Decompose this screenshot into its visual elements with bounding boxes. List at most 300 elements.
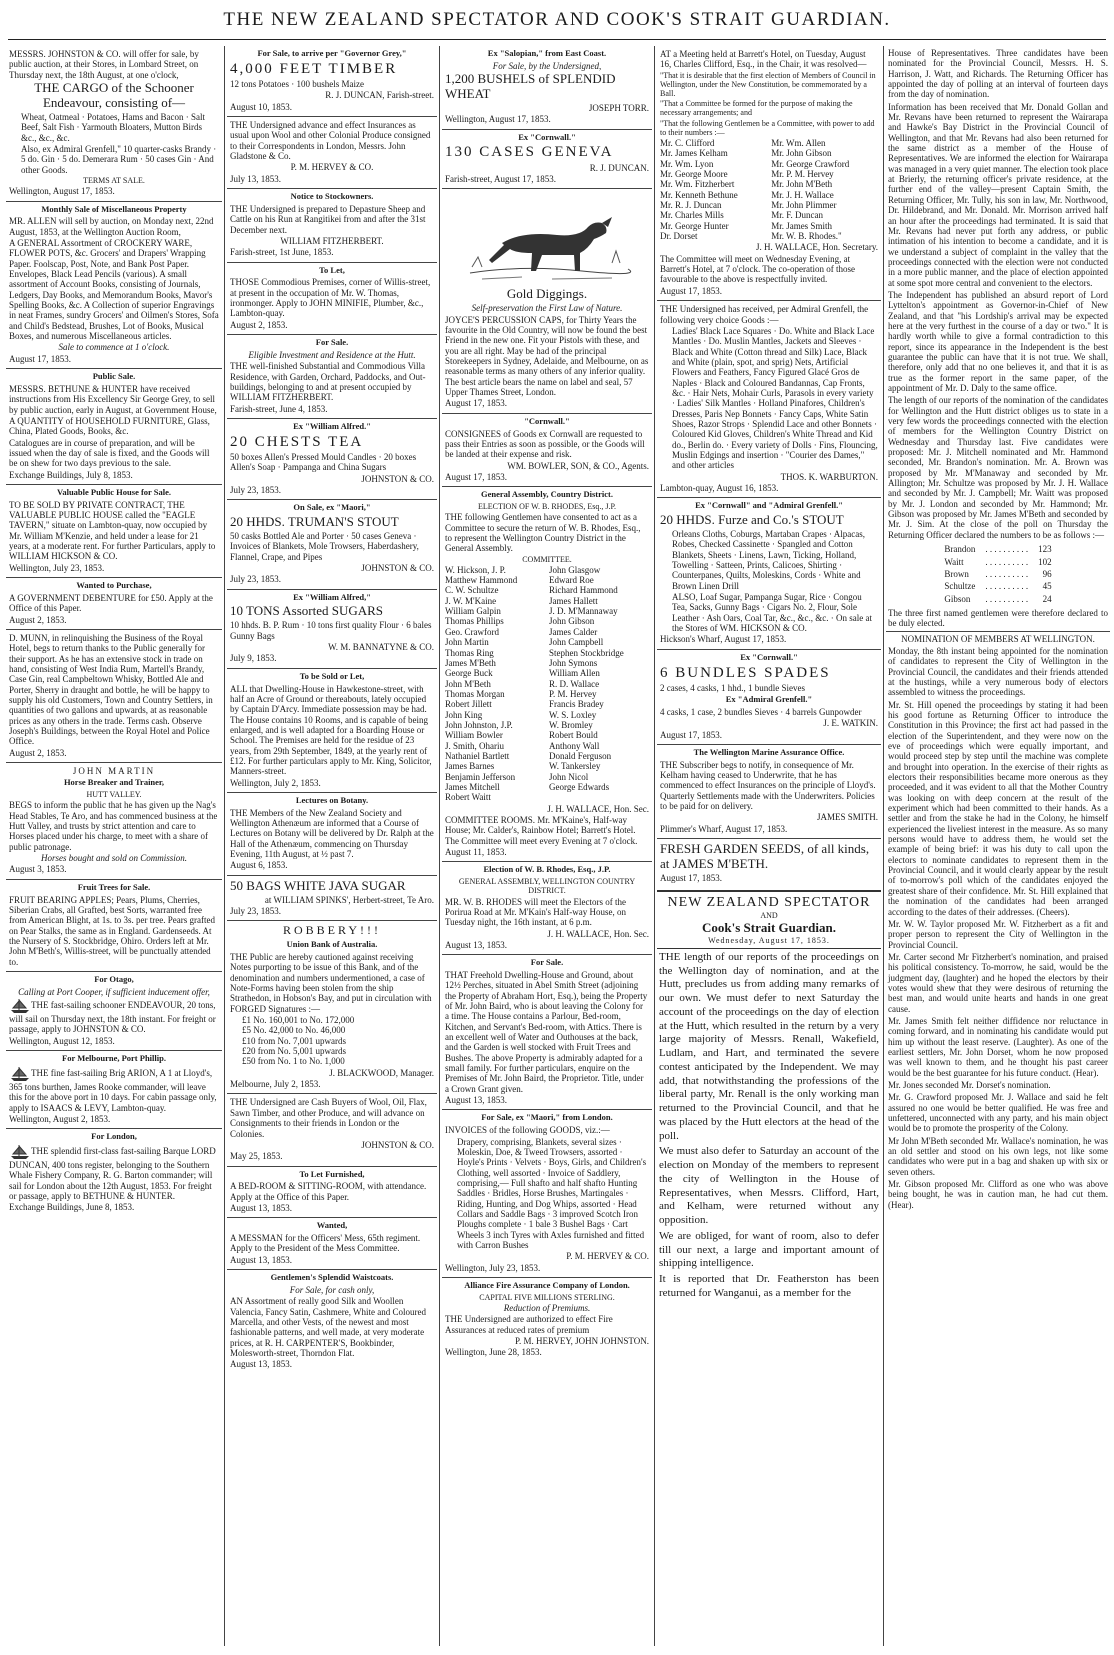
news-paragraph: Mr. Carter second Mr Fitzherbert's nomination, and praised his political consistency. To-morrow, he said, would be the judgment day, (laughter) and he hoped the electors by their votes would shew that they were desirous of returning the best man, and would unite hearts and hands in one great cause. xyxy=(888,951,1108,1014)
advert-dwelling xyxy=(227,669,437,793)
editorial-paragraph: We must also defer to Saturday an account of the election on Monday of the members to represent the city of Wellington in the House of Representatives, when Messrs. Clifford, Hart, and Kelham, were returned without any opposition. xyxy=(659,1145,879,1227)
committee-member: Robert Bould xyxy=(549,730,598,741)
advert-subheading: For Sale, for cash only, xyxy=(289,1284,375,1295)
committee-member: Mr. George Moore xyxy=(660,169,728,180)
advert-date: August 2, 1853. xyxy=(9,747,67,758)
advert-text: THE Undersigned has received, per Admiral Grenfell, the following very choice Goods :— xyxy=(660,304,869,325)
advert-geneva xyxy=(442,130,652,190)
advert-list: Ladies' Black Lace Squares · Do. White and Black Lace Mantles · Do. Muslin Mantles, Jackets and Sleeves · Black and White (Cotton thread and Silk) Lace, Black and White (plain, spot, and sprig) Nets, Artificial Flowers and Feathers, Fancy Figured Glacé Gros de Naples · Black and Coloured Bandannas, Cap Fronts, &c. · Hair Nets, Mohair Curls, Parasols in every variety · Ladies' Silk Mantles · Holland Pinafores, Children's Dresses, Paris Nep Bonnets · Fancy Caps, White Satin Shoes, Razor Strops · Splendid Lace and other Bonnets · Coloured Kid Gloves, Children's White Thread and Kid do., Berlin do. · Every variety of Dolls · Fins, Flouncing, Muslin Edgings and insertion · "Courier des Dames," and other articles xyxy=(672,325,878,471)
committee-member: Mr. F. Duncan xyxy=(771,210,823,221)
committee-member: John Glasgow xyxy=(549,564,601,575)
advert-heading: Ex "Cornwall" and "Admiral Grenfell." xyxy=(695,500,843,511)
newspaper-title: THE NEW ZEALAND SPECTATOR AND COOK'S STRAIT GUARDIAN. xyxy=(223,9,891,30)
advert-to-let xyxy=(227,263,437,335)
advert-warburton xyxy=(657,301,881,498)
news-paragraph: Monday, the 8th instant being appointed for the nomination of candidates to represent the City of Wellington in the Provincial Council, the candidates and their friends attended at the hustings, while a very numerous body of electors assembled to witness the proceedings. xyxy=(888,645,1108,698)
advert-text: MESSRS. JOHNSTON & CO. will offer for sale, by public auction, at their Stores, in Lombard Street, on Thursday next, the 18th August, at one o'clock, xyxy=(9,49,199,80)
advert-heading: Wanted to Purchase, xyxy=(76,580,152,591)
advert-heading: Gentlemen's Splendid Waistcoats. xyxy=(270,1272,394,1283)
advert-heading: Monthly Sale of Miscellaneous Property xyxy=(41,203,187,214)
advert-maori-goods xyxy=(442,1110,652,1278)
advert-hickson-stout xyxy=(657,498,881,649)
advert-text: FRUIT BEARING APPLES; Pears, Plums, Cherries, Siberian Crabs, all Grafted, best Sorts, warranted free from American Blight, at 1s. to 3s. per tree. Pears grafted on Pear Stalks, the same as in England. Gardenseeds. At the Nursery of S. Stockbridge, Ohiro. Orders left at Mr. John M'Beth's, Willis-street, will be punctually attended to. xyxy=(9,894,215,967)
advert-signature: J. E. WATKIN. xyxy=(823,718,878,729)
hunting-dog-illustration xyxy=(462,193,632,285)
committee-member: J. W. M'Kaine xyxy=(445,595,497,606)
advert-heading: For Otago, xyxy=(94,973,134,984)
advert-signature: R. J. DUNCAN. xyxy=(589,162,649,173)
advert-text: A GOVERNMENT DEBENTURE for £50. Apply at the Office of this Paper. xyxy=(9,592,213,614)
advert-text: Catalogues are in course of preparation, and will be issued when the day of sale is fixed, and the Goods will be on shew for two days previous to the sale. xyxy=(9,437,210,469)
committee-member: R. D. Wallace xyxy=(549,678,600,689)
editorial-paragraph: THE length of our reports of the proceedings on the Wellington day of nomination, and at the Hutt, precludes us from adding many remarks of our own. We must defer to next Saturday the account of the proceedings on the day of election at the Hutt, which resulted in the return by a very large majority of Messrs. Renall, Wakefield, Ludlam, and Hart, and terminated the severe contest anticipated by the Independent. We may add, that notwithstanding the professions of the liberal party, Mr. Renall is the only working man returned to the Provincial Council, and that he was placed by the Hutt electors at the head of the poll. xyxy=(659,950,879,1142)
advert-date: August 13, 1853. xyxy=(445,1095,508,1106)
leader-dots: . . . . . . . . . . xyxy=(985,568,1029,579)
news-paragraph: Mr. Gibson proposed Mr. Clifford as one who was above being bought, he was in caution man, he had cut them. (Hear). xyxy=(888,1179,1108,1210)
advert-date: Wellington, August 17, 1853. xyxy=(9,186,115,197)
advert-text: BEGS to inform the public that he has given up the Nag's Head Stables, Te Aro, and has commenced business at the Hutt Valley, and trusts by strict attention and care to Horses placed under his charge, to meet with a share of public patronage. xyxy=(9,800,218,852)
ship-icon xyxy=(9,1066,31,1082)
banknote-range: £5 No. 42,000 to No. 46,000 xyxy=(242,1025,346,1036)
committee-member: Mr. James Kelham xyxy=(660,148,728,159)
vote-count: 102 xyxy=(1038,556,1052,567)
committee-member: Stephen Stockbridge xyxy=(549,647,624,658)
advert-terms: TERMS AT SALE. xyxy=(83,175,145,185)
advert-signature: W. M. BANNATYNE & CO. xyxy=(328,642,434,653)
advert-garden-seeds xyxy=(657,839,881,887)
advert-signature: WM. BOWLER, SON, & CO., Agents. xyxy=(507,460,649,471)
committee-member: J. D. M'Mannaway xyxy=(549,606,618,617)
advert-text: 10 hhds. B. P. Rum · 10 tons first quality Flour · 6 bales Gunny Bags xyxy=(230,620,432,641)
advert-text: 2 cases, 4 casks, 1 hhd., 1 bundle Sieves xyxy=(660,682,805,693)
advert-date: July 9, 1853. xyxy=(230,653,277,664)
advert-sugars xyxy=(227,590,437,669)
committee-member: W. Tankersley xyxy=(549,761,601,772)
committee-member: Francis Bradey xyxy=(549,699,604,710)
advert-heading: Fruit Trees for Sale. xyxy=(77,881,151,892)
advert-heading: Ex "Admiral Grenfell." xyxy=(725,694,813,705)
advert-heading: For Sale. xyxy=(315,337,349,348)
advert-text: 50 casks Bottled Ale and Porter · 50 cases Geneva · Invoices of Blankets, Mole Trowsers, Haberdashery, Flannel, Crape, and Pipes xyxy=(230,531,419,562)
advert-signature: JOHNSTON & CO. xyxy=(361,1139,434,1150)
advert-signature: J. H. WALLACE, Hon. Secretary. xyxy=(756,242,878,253)
committee-member: George Buck xyxy=(445,668,493,679)
advert-date: Wellington, June 28, 1853. xyxy=(445,1347,542,1358)
ball-committee-list xyxy=(660,138,878,241)
candidate-name: Gibson xyxy=(944,593,971,604)
advert-date: Wellington, August 12, 1853. xyxy=(9,1035,115,1046)
advert-text: MR. ALLEN will sell by auction, on Monday next, 22nd August, 1853, at the Wellington Auction Room, xyxy=(9,216,214,237)
committee-member: W. Bromley xyxy=(549,719,593,730)
advert-text: COMMITTEE ROOMS. Mr. M'Kaine's, Half-way House; Mr. Calder's, Rainbow Hotel; Barrett's Hotel. The Committee will meet every Evening at 7 o'clock. xyxy=(445,815,638,846)
leader-dots: . . . . . . . . . . xyxy=(985,581,1029,592)
advert-text: INVOICES of the following GOODS, viz.:— xyxy=(445,1125,610,1136)
committee-member: Geo. Crawford xyxy=(445,626,499,637)
advert-signature: J. BLACKWOOD, Manager. xyxy=(329,1067,434,1078)
advert-furnished xyxy=(227,1167,437,1219)
advert-text: THE Subscriber begs to notify, in consequence of Mr. Kelham having ceased to Underwrite, that he has commenced to effect Insurances on the principle of Lloyd's. Quarterly Settlements made with the Underwriters. Policies to be paid for on delivery. xyxy=(660,759,876,812)
poll-row xyxy=(940,569,1055,579)
advert-text: 12 tons Potatoes · 100 bushels Maize xyxy=(230,79,364,90)
committee-member: Dr. Dorset xyxy=(660,231,698,242)
advert-heading: Ex "William Alfred." xyxy=(293,420,371,431)
poll-row xyxy=(940,594,1055,604)
committee-member: Mr. Wm. Fitzherbert xyxy=(660,179,735,190)
banknote-range: £1 No. 160,001 to No. 172,000 xyxy=(242,1015,355,1026)
advert-freehold xyxy=(442,955,652,1110)
advert-spades xyxy=(657,650,881,745)
advert-botany xyxy=(227,793,437,876)
committee-list xyxy=(445,565,649,803)
advert-text: THE Members of the New Zealand Society and Wellington Athenæum are informed that a Course of Lectures on Botany will be delivered by Dr. Ralph at the Hall of the Athenæum, commencing on Thursday Evening, 11th August, at ½ past 7. xyxy=(230,807,434,860)
resolution: "That a Committee be formed for the purpose of making the necessary arrangements; and xyxy=(660,99,853,118)
leader-dots: . . . . . . . . . . xyxy=(985,593,1029,604)
advert-subheading: Reduction of Premiums. xyxy=(503,1303,591,1313)
advert-text: THE splendid first-class fast-sailing Barque LORD DUNCAN, 400 tons register, belonging to the Southern Whale Fishery Company, R. G. Barton commander; will sail for London about the 12th August, 1853. For freight or passage, apply to BETHUNE & HUNTER. xyxy=(9,1146,216,1201)
advert-heading: General Assembly, Country District. xyxy=(481,489,613,500)
advert-heading: Public Sale. xyxy=(92,371,136,382)
advert-date: August 2, 1853. xyxy=(230,319,288,330)
advert-signature: P. M. HERVEY, JOHN JOHNSTON. xyxy=(515,1336,649,1347)
advert-subheading: Calling at Port Cooper, if sufficient inducement offer, xyxy=(18,986,210,997)
committee-member: James M'Beth xyxy=(445,657,496,668)
editorial-paragraph: We are obliged, for want of room, also to defer till our next, a large and important amount of shipping intelligence. xyxy=(659,1229,879,1270)
advert-signature: WILLIAM FITZHERBERT. xyxy=(280,235,384,246)
news-paragraph: Mr. W. W. Taylor proposed Mr. W. Fitzherbert as a fit and proper person to represent the City of Wellington in the Provincial Council. xyxy=(888,918,1108,950)
advert-subheading: Self-preservation the First Law of Nature. xyxy=(471,303,623,314)
advert-heading: Ex "Salopian," from East Coast. xyxy=(487,48,607,58)
advert-text: FRESH GARDEN SEEDS, of all kinds, at JAMES M'BETH. xyxy=(660,841,870,872)
committee-member: James Barnes xyxy=(445,761,495,772)
editorial-subtitle: Cook's Strait Guardian. xyxy=(702,919,836,935)
committee-member: Edward Roe xyxy=(549,575,594,586)
advert-title: 6 BUNDLES SPADES xyxy=(660,664,831,681)
advert-date: August 17, 1853. xyxy=(445,398,508,409)
advert-text: AT a Meeting held at Barrett's Hotel, on Tuesday, August 16, Charles Clifford, Esq., in the Chair, it was resolved— xyxy=(660,49,867,70)
committee-member: William Bowler xyxy=(445,730,503,741)
advert-heading: For Sale, to arrive per "Governor Grey," xyxy=(257,48,407,58)
advert-date: August 17, 1853. xyxy=(660,729,723,740)
committee-column-left xyxy=(660,138,767,241)
committee-member: Robert Jillett xyxy=(445,699,492,710)
advert-heading: Ex "William Alfred," xyxy=(293,591,371,602)
advert-text: A QUANTITY of HOUSEHOLD FURNITURE, Glass, China, Plated Goods, Books, &c. xyxy=(9,415,210,437)
advert-date: August 17, 1853. xyxy=(445,471,508,482)
committee-member: Mr. George Hunter xyxy=(660,220,729,231)
committee-member: Mr. Charles Mills xyxy=(660,210,724,221)
advert-heading: THE CARGO of the Schooner Endeavour, consisting of— xyxy=(34,80,194,110)
advert-date: August 10, 1853. xyxy=(230,101,293,112)
advert-date: Plimmer's Wharf, August 17, 1853. xyxy=(660,823,788,834)
committee-column-right xyxy=(549,565,649,803)
advert-munn xyxy=(6,630,222,763)
advert-text: THE following Gentlemen have consented to act as a Committee to secure the return of W. B. Rhodes, Esq., to represent the Wellington Country District in the General Assembly. xyxy=(445,512,641,554)
ship-icon xyxy=(9,1144,31,1160)
advert-text: A BED-ROOM & SITTING-ROOM, with attendance. Apply at the Office of this Paper. xyxy=(230,1181,427,1202)
advert-fruit-trees xyxy=(6,880,222,972)
advert-heading: The Wellington Marine Assurance Office. xyxy=(693,746,845,757)
committee-member: William Galpin xyxy=(445,606,501,617)
committee-member: C. W. Schultze xyxy=(445,585,499,596)
advert-text: THE Undersigned advance and effect Insurances as usual upon Wool and other Colonial Produce consigned to their Correspondents in London, Messrs. John Gladstone & Co. xyxy=(230,120,431,162)
news-paragraph: The length of our reports of the nomination of the candidates for Wellington and the Hutt district obliges us to state in a very few words the proceedings connected with the election of members for the Wellington Country District on Wednesday and Thursday last. Five candidates were proposed: Mr. J. Mitchell nominated and Mr. Hammond seconded, Mr. Brandon's nomination. Mr. A. Brown was proposed by Mr. M'Manaway and seconded by Mr. Allington; Mr. Schultze was proposed by Mr. J. H. Wallace and seconded by Mr. J. Campbell; Mr. Waitt was proposed by Mr. J. London and seconded by Mr. Hammond; Mr. Gibson was proposed by Mr. James M'Beth and seconded by Mr. J. Sim. At the close of the poll on Thursday the Returning Officer declared the numbers to be as follows :— xyxy=(888,395,1108,540)
advert-signature: J. H. WALLACE, Hon. Sec. xyxy=(547,803,649,814)
resolution: "That the following Gentlemen be a Committee, with power to add to their numbers :— xyxy=(660,118,875,137)
advert-title: 20 HHDS. Furze and Co.'s STOUT xyxy=(660,512,844,528)
poll-row xyxy=(940,581,1055,591)
advert-text: TO BE SOLD BY PRIVATE CONTRACT, THE VALUABLE PUBLIC HOUSE called the "EAGLE TAVERN," situate on Lambton-quay, now occupied by Mr. William M'Kenzie, and held under a lease for 21 years, at a moderate rent. For further Particulars, apply to WILLIAM HICKSON & CO. xyxy=(9,499,216,562)
committee-member: John Gibson xyxy=(549,616,595,627)
candidate-name: Schultze xyxy=(944,581,976,592)
advert-heading: Wanted, xyxy=(316,1220,348,1231)
advert-date: August 17, 1853. xyxy=(660,873,723,884)
editorial-paragraph: It is reported that Dr. Featherston has been returned for Wanganui, as a member for the xyxy=(659,1273,879,1299)
advert-date: Melbourne, July 2, 1853. xyxy=(230,1079,321,1090)
advert-date: Wellington, August 2, 1853. xyxy=(9,1113,111,1124)
editorial-date: Wednesday, August 17, 1853. xyxy=(708,935,830,945)
advert-note: Horses bought and sold on Commission. xyxy=(40,853,187,864)
advert-heading: To be Sold or Let, xyxy=(299,670,365,681)
column-3 xyxy=(442,46,652,1646)
advert-debenture xyxy=(6,578,222,630)
banknote-list xyxy=(242,1015,434,1067)
advert-date: Hickson's Wharf, August 17, 1853. xyxy=(660,634,787,645)
advert-date: August 3, 1853. xyxy=(9,864,67,875)
advert-signature: J. H. WALLACE, Hon. Sec. xyxy=(547,928,649,939)
candidate-name: Waitt xyxy=(944,556,964,567)
advert-heading: To Let, xyxy=(319,264,345,275)
advert-rhodes-meeting xyxy=(442,862,652,955)
committee-member: Mr. John Gibson xyxy=(771,148,832,159)
advert-text: D. MUNN, in relinquishing the Business of the Royal Hotel, begs to return thanks to the Public generally for their support. As he has an extensive stock in trade on hand, consisting of West India Rum, Martell's Brandy, Case Gin, real Campbeltown Whisky, Bottled Ale and Porter, Sherry in draught and bottle, he will be happy to supply his old Customers, Town and Country Settlers, in quantities of two gallons and upwards, at as reasonable prices as any others in the trade. Terms cash. Observe Joseph's Buildings, between the Royal Hotel and Police Office. xyxy=(9,632,213,747)
advert-text: THOSE Commodious Premises, corner of Willis-street, at present in the occupation of Mr. W. Thomas, ironmonger. Apply to JOHN MINIFIE, Plumber, &c., Lambton-quay. xyxy=(230,277,431,319)
advert-note: Sale to commence at 1 o'clock. xyxy=(58,342,170,353)
committee-member: Mr. J. H. Wallace xyxy=(771,189,834,200)
committee-member: Mr. John M'Beth xyxy=(771,179,833,190)
committee-member: Mr. Wm. Allen xyxy=(771,138,826,148)
advert-date: August 2, 1853. xyxy=(9,614,67,625)
committee-member: John Nicol xyxy=(549,771,589,782)
advert-list: ALSO, Loaf Sugar, Pampanga Sugar, Rice · Congou Tea, Sacks, Gunny Bags · Cigars No. 2, Flour, Sole Leather · Ash Oars, Coal Tar, &c., &c., &c. · On sale at the Stores of WM. HICKSON & CO. xyxy=(672,592,873,634)
advert-percussion-caps xyxy=(442,189,652,413)
advert-subheading: CAPITAL FIVE MILLIONS STERLING. xyxy=(479,1292,615,1302)
column-divider xyxy=(224,46,225,1646)
advert-subheading: Union Bank of Australia. xyxy=(286,939,378,950)
advert-heading: "Cornwall." xyxy=(524,415,570,426)
advert-text: 4 casks, 1 case, 2 bundles Sieves · 4 barrels Gunpowder xyxy=(660,706,862,717)
committee-member: John Johnston, J.P. xyxy=(445,719,513,730)
advert-heading: For Melbourne, Port Phillip. xyxy=(62,1053,166,1064)
advert-consignees xyxy=(442,414,652,487)
advert-ball-meeting xyxy=(657,46,881,301)
advert-text: THE fine fast-sailing Brig ARION, A 1 at Lloyd's, 365 tons burthen, James Rooke commander, will leave this for the above port in 10 days. For cabin passage only, apply to ISAACS & LEVY, Lambton-quay. xyxy=(9,1067,217,1113)
vote-count: 24 xyxy=(1042,593,1052,604)
advert-text: THE fast-sailing schooner ENDEAVOUR, 20 tons, will sail on Thursday next, the 18th instant. For freight or passage, apply to JOHNSTON & CO. xyxy=(9,1000,216,1035)
committee-member: Mr. C. Clifford xyxy=(660,138,715,148)
editorial-title-and: AND xyxy=(760,911,778,921)
advert-public-house xyxy=(6,485,222,578)
masthead xyxy=(0,0,1114,40)
masthead-rule xyxy=(8,39,1106,40)
committee-member: Donald Ferguson xyxy=(549,750,612,761)
advert-heading: For Sale, ex "Maori," from London. xyxy=(481,1112,613,1123)
committee-column-right xyxy=(771,138,878,241)
news-paragraph: Mr. St. Hill opened the proceedings by stating it had been his good fortune as Returning Officer to introduce the Constitution in this Province; the first act had passed in the election of the Superintendent, and they were now on the eve of proceedings which were equally important, and would proceed step by step until the machine was complete and brought into operation. In the exercise of their rights as electors their responsibilities became more onerous as they proceeded, and it was evident to all that the Mother Country was looking on with deep concern at the result of the experiment which had been committed to their hands. As a settler and from the stake he had in the Colony, he himself experienced the liveliest interest in the measure. As so many persons would have to address them, he would set the example of being brief: it was his duty to call upon the electors to nominate candidates to represent them in the Provincial Council, and it would clearly appear by the result of to-morrow's poll which of the candidates enjoyed the greatest share of their confidence. Mr. St. Hill explained that the nomination of the candidates had been arranged according to the dates of their addresses. (Cheers). xyxy=(888,699,1108,917)
advert-text: The Committee will meet on Wednesday Evening, at Barrett's Hotel, at 7 o'clock. The co-operation of those favourable to the above is respectfully invited. xyxy=(660,253,856,285)
advert-tea xyxy=(227,419,437,500)
advert-list: Wheat, Oatmeal · Potatoes, Hams and Bacon · Salt Beef, Salt Fish · Yarmouth Bloaters, Mutton Birds &c., &c., &c. xyxy=(21,111,205,143)
advert-date: July 23, 1853. xyxy=(230,484,282,495)
editorial-title: NEW ZEALAND SPECTATOR xyxy=(667,895,871,911)
committee-member: Mr. Kenneth Bethune xyxy=(660,189,738,200)
advert-text: THE Undersigned is prepared to Depasture Sheep and Cattle on his Run at Rangitikei from and after the 31st December next. xyxy=(230,203,426,235)
editorial-masthead xyxy=(657,890,881,948)
leader-dots: . . . . . . . . . . xyxy=(985,544,1029,555)
news-paragraph: Mr. Jones seconded Mr. Dorset's nomination. xyxy=(888,1080,1051,1090)
advert-title: 1,200 BUSHELS of SPLENDID WHEAT xyxy=(445,71,616,102)
advert-subheading: GENERAL ASSEMBLY, WELLINGTON COUNTRY DISTRICT. xyxy=(458,877,636,896)
advert-alliance-fire xyxy=(442,1278,652,1362)
advert-signature: at WILLIAM SPINKS', Herbert-street, Te Aro. xyxy=(264,894,434,905)
advert-heading: Alliance Fire Assurance Company of London. xyxy=(464,1280,630,1291)
committee-member: Mr. George Crawford xyxy=(771,158,850,169)
advert-title: 50 BAGS WHITE JAVA SUGAR xyxy=(230,877,406,893)
ship-icon xyxy=(9,998,31,1014)
advert-date: Farish-street, 1st June, 1853. xyxy=(230,247,334,258)
advert-text: CONSIGNEES of Goods ex Cornwall are requested to pass their Entries as soon as possible, or the Goods will be landed at their expense and risk. xyxy=(445,428,645,460)
poll-results-table xyxy=(938,542,1057,606)
committee-member: W. S. Loxley xyxy=(549,709,597,720)
advert-public-sale xyxy=(6,369,222,485)
advert-signature: R. J. DUNCAN, Farish-street. xyxy=(325,90,434,101)
committee-member: James Calder xyxy=(549,626,598,637)
advert-monthly-sale xyxy=(6,202,222,370)
advert-date: Farish-street, August 17, 1853. xyxy=(445,174,556,185)
advert-title: 20 HHDS. TRUMAN'S STOUT xyxy=(230,514,399,530)
committee-member: John King xyxy=(445,709,483,720)
advert-london xyxy=(6,1129,222,1216)
advert-signature: JOHNSTON & CO. xyxy=(361,563,434,574)
advert-list: Also, ex Admiral Grenfell," 10 quarter-casks Brandy · 5 do. Gin · 5 do. Demerara Rum · 50 cases Gin · And other Goods. xyxy=(21,143,217,175)
committee-member: Mr. W. B. Rhodes." xyxy=(771,231,842,242)
column-divider xyxy=(654,46,655,1646)
advert-date: Wellington, August 17, 1853. xyxy=(445,114,551,125)
advert-cash-buyers xyxy=(227,1094,437,1166)
advert-signature: P. M. HERVEY & CO. xyxy=(290,162,374,173)
advert-heading: On Sale, ex "Maori," xyxy=(293,502,371,513)
advert-java-sugar xyxy=(227,876,437,922)
committee-member: Richard Hammond xyxy=(549,585,618,596)
column-2 xyxy=(227,46,437,1646)
advert-date: Wellington, July 23, 1853. xyxy=(445,1262,541,1273)
advert-signature: THOS. K. WARBURTON. xyxy=(780,471,878,482)
committee-member: John M'Beth xyxy=(445,678,491,689)
advert-text: THE Undersigned are Cash Buyers of Wool, Oil, Flax, Sawn Timber, and other Produce, and will advance on Consignments to their friends in London or the Colonies. xyxy=(230,1097,427,1139)
advert-date: Farish-street, June 4, 1853. xyxy=(230,403,328,414)
advert-messman xyxy=(227,1218,437,1270)
advert-text: A MESSMAN for the Officers' Mess, 65th regiment. Apply to the President of the Mess Committee. xyxy=(230,1233,421,1254)
committee-member: Anthony Wall xyxy=(549,740,600,751)
advert-subheading: For Sale, by the Undersigned, xyxy=(492,60,602,71)
advert-robbery xyxy=(227,921,437,1094)
advert-date: August 13, 1853. xyxy=(230,1359,293,1370)
advert-text: THE Undersigned are authorized to effect Fire Assurances at reduced rates of premium xyxy=(445,1314,613,1335)
committee-member: Benjamin Jefferson xyxy=(445,771,516,782)
advert-date: August 11, 1853. xyxy=(445,847,507,858)
advert-date: August 13, 1853. xyxy=(230,1203,293,1213)
advert-text: THE Public are hereby cautioned against receiving Notes purporting to be issue of this Bank, and of the denomination and numbers undermentioned, a case of Note-Forms having been stolen from the ship Strathedon, in Hobson's Bay, and put in circulation with FORGED Signatures :— xyxy=(230,952,432,1014)
poll-row xyxy=(940,557,1055,567)
resolution: "That it is desirable that the first election of Members of Council in Wellington, under the New Constitution, be commemorated by a Ball. xyxy=(660,70,876,99)
committee-member: Mr. P. M. Hervey xyxy=(771,169,834,180)
poll-row xyxy=(940,544,1055,554)
editorial-body xyxy=(657,951,881,1301)
advert-text: JOYCE'S PERCUSSION CAPS, for Thirty Years the favourite in the Old Country, will now be found the best Friend in the new one. Fit your Pistols with these, and you are all right. May be had of the principal Storekeepers in Sydney, Adelaide, and Melbourne, on as reasonable terms as many others of any inferior quality. The best article bears the name on label and seal, 57 Upper Thames Street, London. xyxy=(445,314,649,398)
advert-date: July 23, 1853. xyxy=(230,906,282,917)
advert-signature: JOHNSTON & CO. xyxy=(361,473,434,484)
committee-member: John Symons xyxy=(549,657,598,668)
advert-date: Exchange Buildings, June 8, 1853. xyxy=(9,1202,135,1213)
committee-member: John Campbell xyxy=(549,637,604,648)
advert-title: 130 CASES GENEVA xyxy=(445,144,614,161)
news-paragraph: The three first named gentlemen were therefore declared to be duly elected. xyxy=(888,607,1108,629)
committee-member: Mr. James Smith xyxy=(771,220,832,231)
advert-title: 20 CHESTS TEA xyxy=(230,433,364,450)
advert-melbourne xyxy=(6,1051,222,1129)
column-divider xyxy=(439,46,440,1646)
committee-member: W. Hickson, J. P. xyxy=(445,564,506,575)
candidate-name: Brown xyxy=(944,568,969,579)
news-paragraph: Mr. James Smith felt neither diffidence nor reluctance in coming forward, and in nominating his candidate would put him up without the least reserve. (Laughter). As one of the earliest settlers, Mr. John Dorset, whom he now proposed was well known to them, and he thought his past career would be the best guarantee for his future conduct. (Hear). xyxy=(888,1015,1108,1078)
advert-date: Exchange Buildings, July 8, 1853. xyxy=(9,469,133,480)
advert-date: May 25, 1853. xyxy=(230,1151,283,1162)
committee-member: Mr. Wm. Lyon xyxy=(660,158,714,169)
advert-text: MESSRS. BETHUNE & HUNTER have received instructions from His Excellency Sir George Grey, to sell by public auction, early in August, at Government House, xyxy=(9,383,217,415)
advert-text: THE well-finished Substantial and Commodious Villa Residence, with Garden, Orchard, Paddocks, and Out-buildings, belonging to and at present occupied by WILLIAM FITZHERBERT. xyxy=(230,361,426,403)
advert-timber xyxy=(227,46,437,117)
advert-date: Lambton-quay, August 16, 1853. xyxy=(660,483,779,493)
advert-list: Drapery, comprising, Blankets, several sizes · Moleskin, Doe, & Tweed Trowsers, assorted · Hoyle's Prints · Velvets · Boys, Girls, and Children's Clothing, well assorted · Invoice of Saddlery, comprising,— Full shafto and half shafto Hunting Saddles · Bridles, Horse Brushes, Martingales · Riding, Hunting, and Dog Whips, assorted · Head Collars and Saddle Bags · 3 improved Scotch Iron Ploughs complete · 1 bale 3 Bushel Bags · Cart Wheels 3 inch Tyres with Axles furnished and fitted with Carron Bushes xyxy=(457,1136,647,1251)
committee-member: James Mitchell xyxy=(445,781,500,792)
advert-wheat xyxy=(442,46,652,130)
advert-insurance xyxy=(227,117,437,189)
banknote-range: £20 from No. 5,001 upwards xyxy=(242,1046,346,1057)
advert-endeavour-cargo xyxy=(6,46,222,202)
committee-member: J. Smith, Ohariu xyxy=(445,740,505,751)
banknote-range: £10 from No. 7,001 upwards xyxy=(242,1035,346,1046)
advert-waistcoats xyxy=(227,1270,437,1374)
column-divider xyxy=(883,46,884,1646)
advert-heading: Notice to Stockowners. xyxy=(290,191,374,202)
vote-count: 123 xyxy=(1038,544,1052,555)
committee-member: Thomas Phillips xyxy=(445,616,504,627)
advert-subheading: Eligible Investment and Residence at the Hutt. xyxy=(248,349,416,360)
advert-text: MR. W. B. RHODES will meet the Electors of the Porirua Road at Mr. M'Kain's Half-way House, on Tuesday night, the 16th instant, at 6 p.m. xyxy=(445,896,626,928)
advert-subheading: ELECTION OF W. B. RHODES, Esq., J.P. xyxy=(477,502,616,511)
committee-member: Nathaniel Bartlett xyxy=(445,750,510,761)
advert-text: THAT Freehold Dwelling-House and Ground, about 12½ Perches, situated in Abel Smith Street (adjoining the Property of Abraham Hort, Esq.), being the Property of Mr. John Baird, who is about leaving the Colony for a time. The House contains a Parlour, Bed-room, Kitchen, and Servant's Bed-room, with Attics. There is an excellent well of Water and Outhouses at the back, and the Garden is well stocked with Fruit Trees and Bushes. The above Property is admirably adapted for a small family. For further particulars, enquire on the Premises of Mr. John Baird, the Proprietor. Title, under a Crown Grant given. xyxy=(445,970,648,1094)
column-1 xyxy=(6,46,222,1646)
advert-heading: JOHN MARTIN xyxy=(72,766,156,777)
advert-text: 50 boxes Allen's Pressed Mould Candles · 20 boxes Allen's Soap · Pampanga and China Sugars xyxy=(230,451,417,473)
news-paragraph: The Independent has published an absurd report of Lord Lyttelton's appointment as Governor-in-Chief of New Zealand, and that "his Lordship's arrival may be expected here at the very furthest in the course of a day or two." It is hardly worth while to give a formal contradiction to this report, since its appearance in the Independent is the best guarantee the public can have that it is not true. We shall, therefore, only add that no one believes it, and that it is as true as the former report in the same paper, of the appointment of Mr. D. Daly to the same office. xyxy=(888,289,1108,393)
advert-signature: JOSEPH TORR. xyxy=(588,102,649,113)
advert-signature: P. M. HERVEY & CO. xyxy=(566,1251,649,1262)
advert-title: 4,000 FEET TIMBER xyxy=(230,60,398,77)
advert-heading: Ex "Cornwall." xyxy=(518,131,576,142)
advert-date: August 13, 1853. xyxy=(230,1254,293,1265)
advert-date: Wellington, July 23, 1853. xyxy=(9,562,105,573)
